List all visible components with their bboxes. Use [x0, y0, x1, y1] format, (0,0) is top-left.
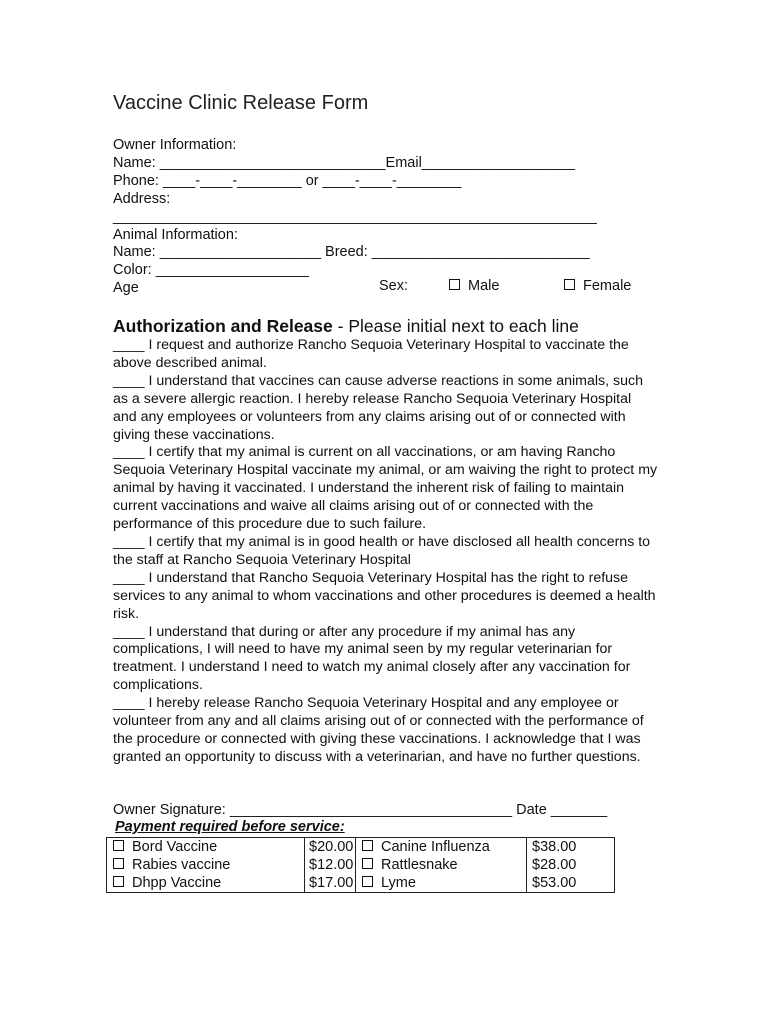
- male-checkbox[interactable]: [449, 279, 460, 290]
- service-price: $53.00: [527, 874, 615, 893]
- sex-female-option[interactable]: [564, 278, 631, 294]
- clause-item[interactable]: ____ I hereby release Rancho Sequoia Veterinary Hospital and any employee or volunteer from any and all claims arising out of or connected with the performance of the procedure or connected with giving these vaccinations. I acknowledge that I was granted an opportunity to discuss with a veterinarian, and have no further questions.: [113, 695, 644, 765]
- owner-info-heading: Owner Information:: [113, 137, 237, 153]
- owner-name-email-field[interactable]: Name: ____________________________Email___________________: [113, 155, 576, 171]
- animal-color-field[interactable]: Color: ___________________: [113, 262, 309, 278]
- animal-age-label: Age: [113, 280, 139, 296]
- form-title: Vaccine Clinic Release Form: [113, 92, 369, 114]
- clause-item[interactable]: ____ I understand that during or after any procedure if my animal has any complications, I will need to have my animal seen by my regular veterinarian for treatment. I understand I need to watch my animal closely after any vaccination for complications.: [113, 623, 631, 694]
- clause-item[interactable]: ____ I request and authorize Rancho Sequoia Veterinary Hospital to vaccinate the above described animal.: [113, 337, 629, 371]
- checkbox[interactable]: [362, 876, 373, 887]
- owner-signature-date-field[interactable]: Owner Signature: ___________________________________ Date _______: [113, 802, 608, 818]
- service-option[interactable]: [356, 838, 527, 857]
- table-row: [107, 856, 615, 874]
- table-row: [107, 838, 615, 857]
- service-name: Dhpp Vaccine: [132, 875, 222, 891]
- owner-address-field[interactable]: ____________________________________________________________: [113, 209, 597, 225]
- sex-label: Sex:: [379, 278, 409, 294]
- service-option[interactable]: [356, 856, 527, 874]
- authorization-clauses: [113, 337, 658, 767]
- service-price: $38.00: [527, 838, 615, 857]
- service-price: $20.00: [305, 838, 356, 857]
- checkbox[interactable]: [113, 876, 124, 887]
- owner-address-label: Address:: [113, 191, 171, 207]
- sex-male-option[interactable]: [449, 278, 499, 294]
- animal-name-breed-field[interactable]: Name: ____________________ Breed: ___________________________: [113, 244, 590, 260]
- service-option[interactable]: [107, 856, 305, 874]
- male-label: Male: [468, 278, 500, 294]
- service-option[interactable]: [107, 874, 305, 893]
- clause-item[interactable]: ____ I understand that Rancho Sequoia Veterinary Hospital has the right to refuse services to any animal to whom vaccinations and other procedures is deemed a health risk.: [113, 569, 656, 622]
- clause-item[interactable]: ____ I certify that my animal is current on all vaccinations, or am having Rancho Sequoia Veterinary Hospital vaccinate my animal, or am waiving the right to protect my animal by having it vaccinated. I understand the inherent risk of failing to maintain current vaccinations and waive all claims arising out of or connected with the performance of this procedure due to such failure.: [113, 444, 658, 533]
- checkbox[interactable]: [362, 858, 373, 869]
- service-name: Bord Vaccine: [132, 839, 218, 855]
- table-row: [107, 874, 615, 893]
- animal-info-heading: Animal Information:: [113, 227, 238, 243]
- checkbox[interactable]: [113, 840, 124, 851]
- service-name: Rabies vaccine: [132, 857, 231, 873]
- female-checkbox[interactable]: [564, 279, 575, 290]
- service-option[interactable]: [107, 838, 305, 857]
- authorization-heading-rest: - Please initial next to each line: [332, 316, 579, 336]
- service-price: $17.00: [305, 874, 356, 893]
- service-name: Rattlesnake: [381, 857, 458, 873]
- clause-item[interactable]: ____ I understand that vaccines can cause adverse reactions in some animals, such as a severe allergic reaction. I hereby release Rancho Sequoia Veterinary Hospital and any employees or volunteers from any claims arising out of or connected with giving these vaccinations.: [113, 372, 643, 443]
- service-option[interactable]: [356, 874, 527, 893]
- owner-phone-field[interactable]: Phone: ____-____-________ or ____-____-________: [113, 173, 462, 189]
- female-label: Female: [583, 278, 632, 294]
- payment-heading: Payment required before service:: [115, 819, 345, 835]
- service-name: Lyme: [381, 875, 416, 891]
- clause-item[interactable]: ____ I certify that my animal is in good health or have disclosed all health concerns to the staff at Rancho Sequoia Veterinary Hospital: [113, 533, 651, 568]
- service-price: $28.00: [527, 856, 615, 874]
- authorization-heading-bold: Authorization and Release: [113, 316, 333, 336]
- authorization-heading: [113, 316, 579, 337]
- service-price: $12.00: [305, 856, 356, 874]
- payment-table: [106, 837, 615, 893]
- service-name: Canine Influenza: [381, 839, 490, 855]
- checkbox[interactable]: [362, 840, 373, 851]
- checkbox[interactable]: [113, 858, 124, 869]
